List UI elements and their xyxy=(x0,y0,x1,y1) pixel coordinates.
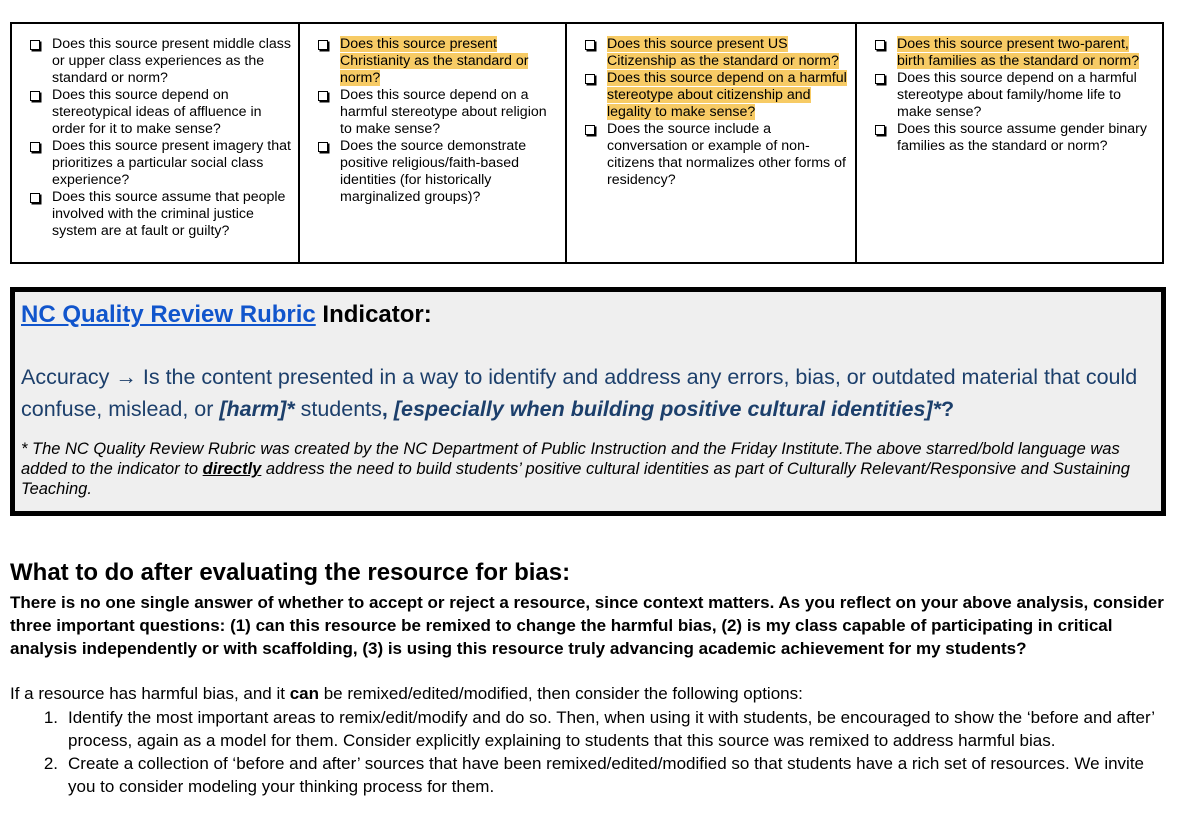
bias-checklist-table xyxy=(10,22,1164,264)
checkbox-icon[interactable] xyxy=(30,142,40,152)
question-text: Does this source depend on stereotypical ideas of affluence in order for it to make sense? xyxy=(52,87,262,137)
checklist-question xyxy=(585,70,849,121)
checkbox-icon[interactable] xyxy=(585,74,595,84)
checklist-question xyxy=(30,87,292,138)
question-list xyxy=(318,36,559,206)
option-text: Identify the most important areas to remix/edit/modify and do so. Then, when using it with students, be encouraged to show the ‘before and after’ process, again as a model for them. Consider explicitly explaining to students that this source was remixed to address harmful bias. xyxy=(68,708,1155,750)
accuracy-label: Accuracy xyxy=(21,365,110,389)
checkbox-icon[interactable] xyxy=(585,40,595,50)
question-text-wrap xyxy=(607,36,849,70)
remix-intro-part: If a resource has harmful bias, and it xyxy=(10,684,290,703)
option-number: 1. xyxy=(43,708,58,727)
checkbox-icon[interactable] xyxy=(318,40,328,50)
option-text: Create a collection of ‘before and after’ sources that have been remixed/edited/modified so that students have a rich set of resources. We invite you to consider modeling your thinking process for them. xyxy=(68,754,1145,796)
checkbox-icon[interactable] xyxy=(30,91,40,101)
checklist-question xyxy=(30,36,292,87)
footnote-text-part: address the need to build students’ positive cultural identities as part of Culturally Relevant/Responsive and Sustaining Teaching. xyxy=(21,460,1130,498)
question-text: Does this source assume gender binary families as the standard or norm? xyxy=(897,121,1147,154)
question-list xyxy=(585,36,849,189)
checklist-column-citizenship xyxy=(567,24,857,262)
question-text: Does the source include a conversation or example of non-citizens that normalizes other forms of residency? xyxy=(607,121,846,188)
indicator-question-mark: ? xyxy=(941,397,955,421)
question-text-wrap xyxy=(52,87,292,138)
checkbox-icon[interactable] xyxy=(585,125,595,135)
checklist-column-family xyxy=(857,24,1162,262)
checklist-question xyxy=(875,70,1156,121)
question-text: Does this source present imagery that prioritizes a particular social class experience? xyxy=(52,138,291,188)
question-text: Does this source present US Citizenship as the standard or norm? xyxy=(607,36,839,69)
checkbox-icon[interactable] xyxy=(30,40,40,50)
question-text-wrap xyxy=(52,138,292,189)
especially-emphasis: [especially when building positive cultural identities]* xyxy=(393,397,942,421)
checkbox-icon[interactable] xyxy=(30,193,40,203)
remix-option xyxy=(10,752,1170,798)
question-text-wrap xyxy=(52,36,292,87)
indicator-title-suffix: Indicator: xyxy=(315,301,432,328)
checkbox-icon[interactable] xyxy=(875,40,885,50)
rubric-indicator-box xyxy=(10,287,1166,516)
question-text-wrap xyxy=(607,121,849,189)
nc-quality-review-rubric-link[interactable]: NC Quality Review Rubric xyxy=(21,301,316,328)
question-text-wrap xyxy=(897,70,1156,121)
question-text: Does this source present two-parent, birth families as the standard or norm? xyxy=(897,36,1140,69)
checkbox-icon[interactable] xyxy=(318,142,328,152)
footnote-text-part: * The NC Quality Review Rubric was created by the NC Department of Public Instruction and the Friday Institute.The above starred/bold language was added to the indicator to xyxy=(21,440,1120,478)
remix-option xyxy=(10,706,1170,752)
checkbox-icon[interactable] xyxy=(875,74,885,84)
remix-options-list xyxy=(10,706,1170,798)
checklist-column-social-class xyxy=(12,24,300,262)
checklist-column-religion xyxy=(300,24,567,262)
indicator-footnote xyxy=(21,439,1151,499)
checklist-question xyxy=(30,189,292,240)
question-text-wrap xyxy=(897,121,1156,155)
question-text: Does this source present Christianity as the standard or norm? xyxy=(340,36,529,86)
question-text-wrap xyxy=(340,36,559,87)
checklist-question xyxy=(318,138,559,206)
question-text: Does this source present middle class or upper class experiences as the standard or norm? xyxy=(52,36,291,86)
checklist-question xyxy=(875,36,1156,70)
question-text: Does this source depend on a harmful stereotype about family/home life to make sense? xyxy=(897,70,1137,120)
remix-intro-text xyxy=(10,682,1170,705)
question-text-wrap xyxy=(897,36,1156,70)
question-text-wrap xyxy=(340,138,559,206)
footnote-emphasis-directly: directly xyxy=(202,460,262,478)
checkbox-icon[interactable] xyxy=(318,91,328,101)
question-text: Does this source depend on a harmful stereotype about citizenship and legality to make sense? xyxy=(607,70,847,120)
option-number: 2. xyxy=(43,754,58,773)
checklist-question xyxy=(875,121,1156,155)
accuracy-indicator-text xyxy=(21,361,1151,425)
checklist-question xyxy=(585,36,849,70)
after-evaluation-heading: What to do after evaluating the resource for bias: xyxy=(10,559,571,586)
arrow-icon: → xyxy=(109,365,143,389)
question-text: Does the source demonstrate positive religious/faith-based identities (for historically marginalized groups)? xyxy=(340,138,527,205)
checklist-question xyxy=(585,121,849,189)
harm-emphasis: [harm]* xyxy=(219,397,295,421)
checklist-question xyxy=(318,87,559,138)
checklist-question xyxy=(30,138,292,189)
remix-intro-can: can xyxy=(289,684,319,703)
checkbox-icon[interactable] xyxy=(875,125,885,135)
checklist-question xyxy=(318,36,559,87)
question-text: Does this source depend on a harmful stereotype about religion to make sense? xyxy=(340,87,547,137)
indicator-text-part: students xyxy=(294,397,382,421)
question-text: Does this source assume that people involved with the criminal justice system are at fault or guilty? xyxy=(52,189,286,239)
indicator-comma: , xyxy=(381,397,394,421)
remix-intro-part: be remixed/edited/modified, then consider the following options: xyxy=(319,684,803,703)
question-list xyxy=(30,36,292,240)
question-text-wrap xyxy=(340,87,559,138)
question-text-wrap xyxy=(52,189,292,240)
indicator-text-part: Is the content presented in a way to identify and address any errors, bias, or outdated material that could confuse, mislead, or xyxy=(21,365,1138,421)
after-evaluation-paragraph: There is no one single answer of whether to accept or reject a resource, since context matters. As you reflect on your above analysis, consider three important questions: (1) can this resource be remixed to change the harmful bias, (2) is my class capable of participating in critical analysis independently or with scaffolding, (3) is using this resource truly advancing academic achievement for my students? xyxy=(10,593,1164,658)
question-list xyxy=(875,36,1156,155)
indicator-title xyxy=(21,300,1151,330)
question-text-wrap xyxy=(607,70,849,121)
